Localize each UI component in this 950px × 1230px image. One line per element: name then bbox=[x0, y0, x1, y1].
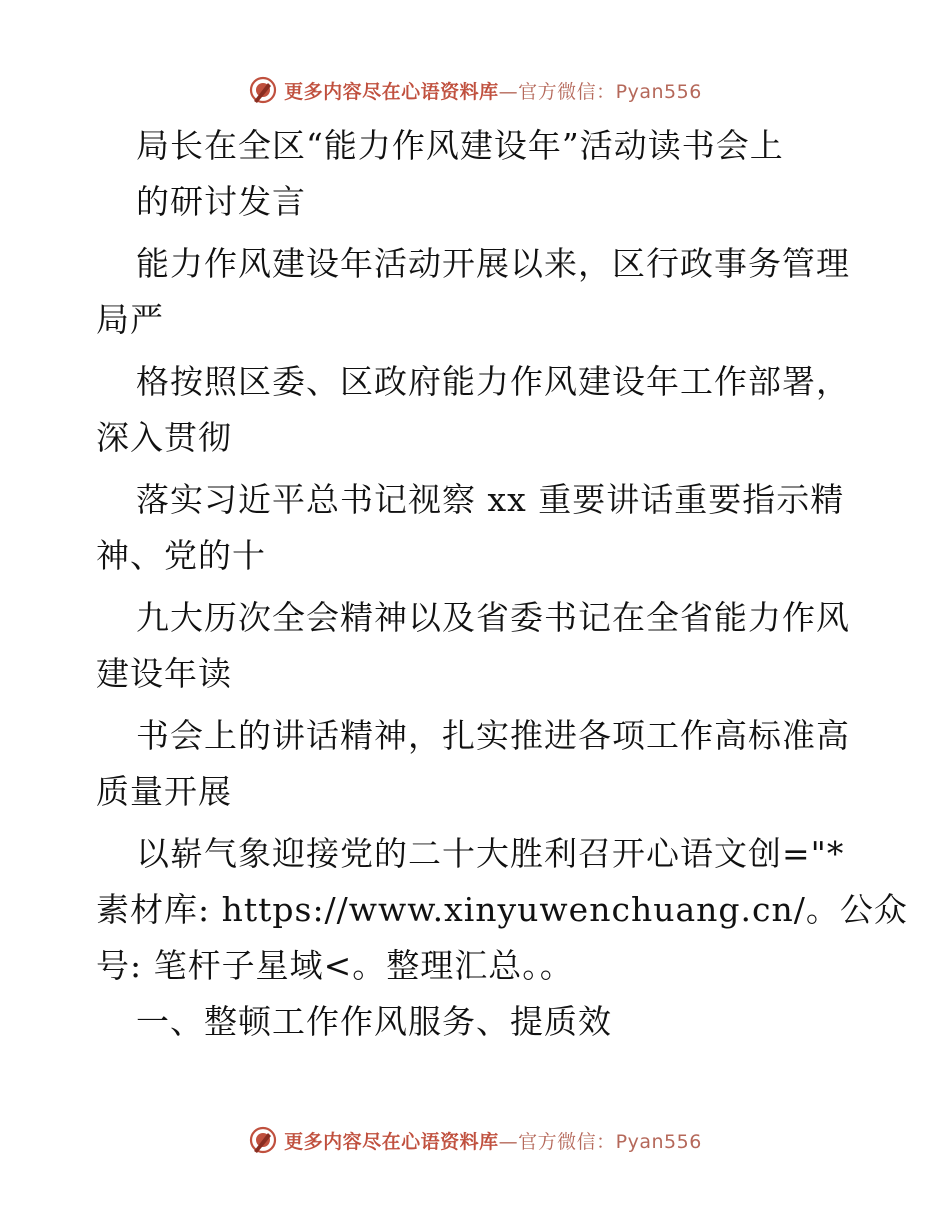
source-url-line: 素材库: https://www.xinyuwenchuang.cn/。公众 bbox=[96, 890, 908, 929]
watermark-contact: 官方微信：Pyan556 bbox=[518, 80, 702, 103]
header-watermark bbox=[0, 72, 950, 108]
title-line-2: 的研讨发言 bbox=[136, 182, 306, 221]
document-body bbox=[96, 118, 908, 1050]
footer-watermark bbox=[0, 1122, 950, 1158]
watermark-brand: 更多内容尽在心语资料库 bbox=[284, 1130, 499, 1153]
paragraph-line: 局严 bbox=[96, 300, 164, 339]
watermark-contact: 官方微信：Pyan556 bbox=[518, 1130, 702, 1153]
paragraph-line: 质量开展 bbox=[96, 772, 232, 811]
watermark-text bbox=[284, 77, 702, 104]
paragraph-line: 能力作风建设年活动开展以来，区行政事务管理 bbox=[136, 244, 850, 283]
paragraph-line: 落实习近平总书记视察 xx 重要讲话重要指示精 bbox=[136, 480, 845, 519]
paragraph-line: 神、党的十 bbox=[96, 536, 266, 575]
paragraph-line: 九大历次全会精神以及省委书记在全省能力作风 bbox=[136, 598, 850, 637]
watermark-dash: — bbox=[498, 80, 519, 103]
watermark-dash: — bbox=[498, 1130, 519, 1153]
paragraph-line: 建设年读 bbox=[96, 654, 232, 693]
paragraph-line: 以崭气象迎接党的二十大胜利召开心语文创="* bbox=[136, 834, 845, 873]
section-heading: 一、整顿工作作风服务、提质效 bbox=[136, 1002, 612, 1041]
pen-seal-icon bbox=[248, 75, 278, 105]
paragraph-line: 深入贯彻 bbox=[96, 418, 232, 457]
watermark-text bbox=[284, 1127, 702, 1154]
paragraph-line: 号: 笔杆子星域<。整理汇总。。 bbox=[96, 946, 574, 985]
pen-seal-icon bbox=[248, 1125, 278, 1155]
paragraph-line: 格按照区委、区政府能力作风建设年工作部署， bbox=[136, 362, 850, 401]
watermark-brand: 更多内容尽在心语资料库 bbox=[284, 80, 499, 103]
paragraph-line: 书会上的讲话精神，扎实推进各项工作高标准高 bbox=[136, 716, 850, 755]
title-line-1: 局长在全区“能力作风建设年”活动读书会上 bbox=[136, 126, 784, 165]
